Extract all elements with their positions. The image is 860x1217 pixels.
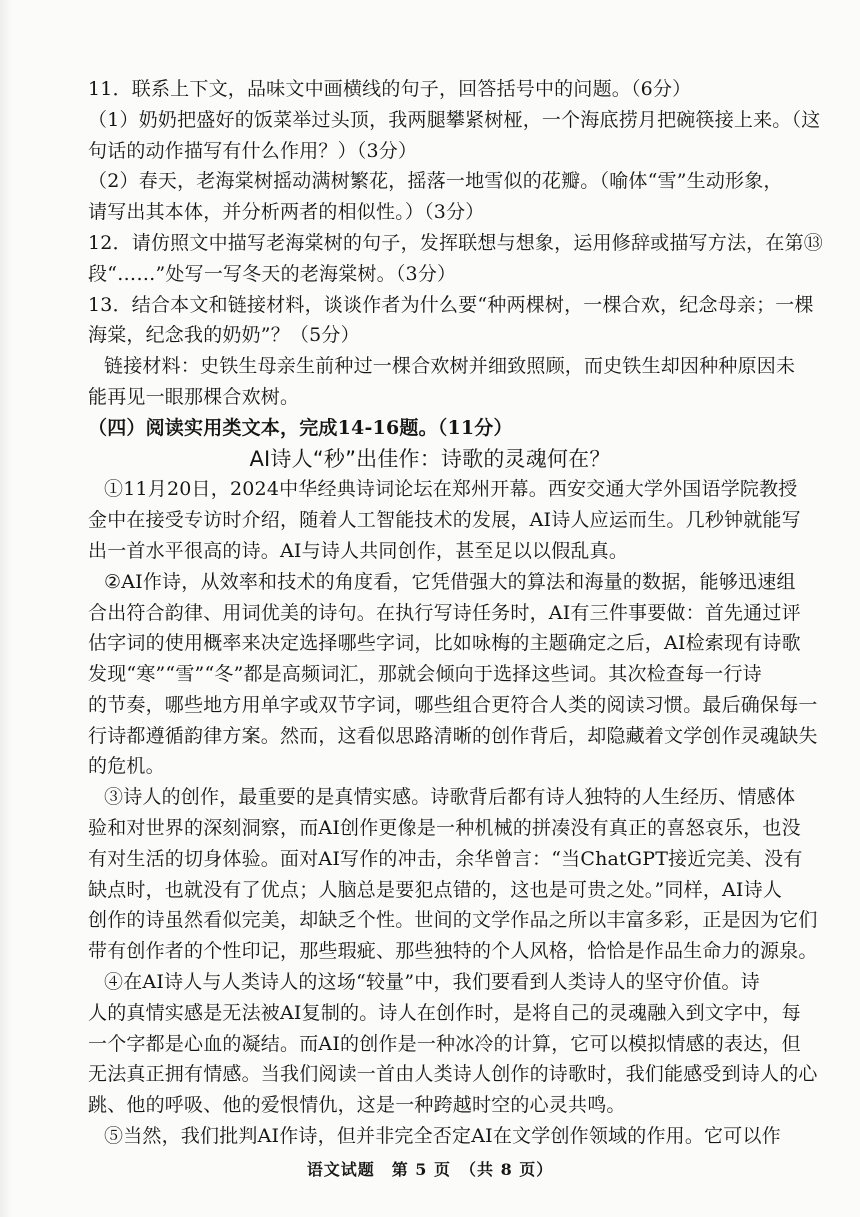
- section-heading: （四）阅读实用类文本，完成14-16题。（11分）: [88, 416, 513, 439]
- paragraph-4-line-5: 跳、他的呼吸、他的爱恨情仇，这是一种跨越时空的心灵共鸣。: [88, 1094, 626, 1117]
- question-11: 11．联系上下文，品味文中画横线的句子，回答括号中的问题。（6分）: [88, 78, 692, 100]
- paragraph-2-line-5: 的节奏，哪些地方用单字或双节字词，哪些组合更符合人类的阅读习惯。最后确保每一: [88, 693, 818, 716]
- paragraph-1-line-2: 金中在接受专访时介绍，随着人工智能技术的发展，AI诗人应运而生。几秒钟就能写: [88, 509, 801, 532]
- paragraph-2-line-4: 发现“寒”“雪”“冬”都是高频词汇，那就会倾向于选择这些词。其次检查每一行诗: [88, 663, 762, 686]
- question-13: 13．结合本文和链接材料，谈谈作者为什么要“种两棵树，一棵合欢，纪念母亲；一棵: [88, 293, 814, 316]
- paragraph-4-line-4: 无法真正拥有情感。当我们阅读一首由人类诗人创作的诗歌时，我们能感受到诗人的心: [88, 1063, 818, 1086]
- article-title: AI诗人“秒”出佳作：诗歌的灵魂何在？: [249, 446, 611, 471]
- paragraph-3-line-2: 验和对世界的深刻洞察，而AI创作更像是一种机械的拼凑没有真正的喜怒哀乐，也没: [88, 817, 801, 840]
- scan-shadow: [0, 0, 12, 1217]
- question-13-cont: 海棠，纪念我的奶奶”？（5分）: [88, 324, 360, 347]
- link-material-cont: 能再见一眼那棵合欢树。: [88, 385, 300, 408]
- question-11-part-2-cont: 请写出其本体，并分析两者的相似性。）（3分）: [88, 201, 485, 224]
- paragraph-2-line-3: 估字词的使用概率来决定选择哪些字词，比如咏梅的主题确定之后，AI检索现有诗歌: [88, 632, 801, 655]
- question-11-part-1-cont: 句话的动作描写有什么作用？）（3分）: [88, 139, 418, 162]
- paragraph-2-line-2: 合出符合韵律、用词优美的诗句。在执行写诗任务时，AI有三件事要做：首先通过评: [88, 601, 801, 624]
- question-11-part-1: （1）奶奶把盛好的饭菜举过头顶，我两腿攀紧树桠，一个海底捞月把碗筷接上来。（这: [88, 108, 821, 131]
- paragraph-2-line-7: 的危机。: [88, 755, 165, 778]
- question-12: 12．请仿照文中描写老海棠树的句子，发挥联想与想象，运用修辞或描写方法，在第⑬: [88, 231, 823, 254]
- paragraph-3-line-3: 有对生活的切身体验。面对AI写作的冲击，余华曾言：“当ChatGPT接近完美、没有: [88, 847, 803, 870]
- paragraph-4-line-3: 一个字都是心血的凝结。而AI的创作是一种冰冷的计算，它可以模拟情感的表达，但: [88, 1032, 801, 1055]
- paragraph-2-line-6: 行诗都遵循韵律方案。然而，这看似思路清晰的创作背后，却隐藏着文学创作灵魂缺失: [88, 724, 818, 747]
- paragraph-4: ④在AI诗人与人类诗人的这场“较量”中，我们要看到人类诗人的坚守价值。诗: [104, 971, 760, 994]
- paragraph-3-line-4: 缺点时，也就没有了优点；人脑总是要犯点错的，这也是可贵之处。”同样，AI诗人: [88, 878, 783, 901]
- paragraph-4-line-2: 人的真情实感是无法被AI复制的。诗人在创作时，是将自己的灵魂融入到文字中，每: [88, 1001, 801, 1024]
- question-12-cont: 段“……”处写一写冬天的老海棠树。（3分）: [88, 262, 457, 285]
- link-material: 链接材料：史铁生母亲生前种过一棵合欢树并细致照顾，而史铁生却因种种原因未: [104, 355, 796, 378]
- paragraph-5: ⑤当然，我们批判AI作诗，但并非完全否定AI在文学创作领域的作用。它可以作: [104, 1125, 781, 1147]
- paragraph-3-line-5: 创作的诗虽然看似完美，却缺乏个性。世间的文学作品之所以丰富多彩，正是因为它们: [88, 909, 818, 932]
- question-11-part-2: （2）春天，老海棠树摇动满树繁花，摇落一地雪似的花瓣。（喻体“雪”生动形象，: [88, 170, 783, 193]
- paragraph-3-line-6: 带有创作者的个性印记，那些瑕疵、那些独特的个人风格，恰恰是作品生命力的源泉。: [88, 940, 818, 963]
- page-footer: 语文试题 第 5 页 （共 8 页）: [306, 1160, 554, 1179]
- paragraph-1-line-3: 出一首水平很高的诗。AI与诗人共同创作，甚至足以以假乱真。: [88, 539, 629, 562]
- paragraph-1: ①11月20日，2024中华经典诗词论坛在郑州开幕。西安交通大学外国语学院教授: [104, 478, 798, 501]
- paragraph-3: ③诗人的创作，最重要的是真情实感。诗歌背后都有诗人独特的人生经历、情感体: [104, 786, 796, 809]
- paragraph-2: ②AI作诗，从效率和技术的角度看，它凭借强大的算法和海量的数据，能够迅速组: [104, 570, 796, 593]
